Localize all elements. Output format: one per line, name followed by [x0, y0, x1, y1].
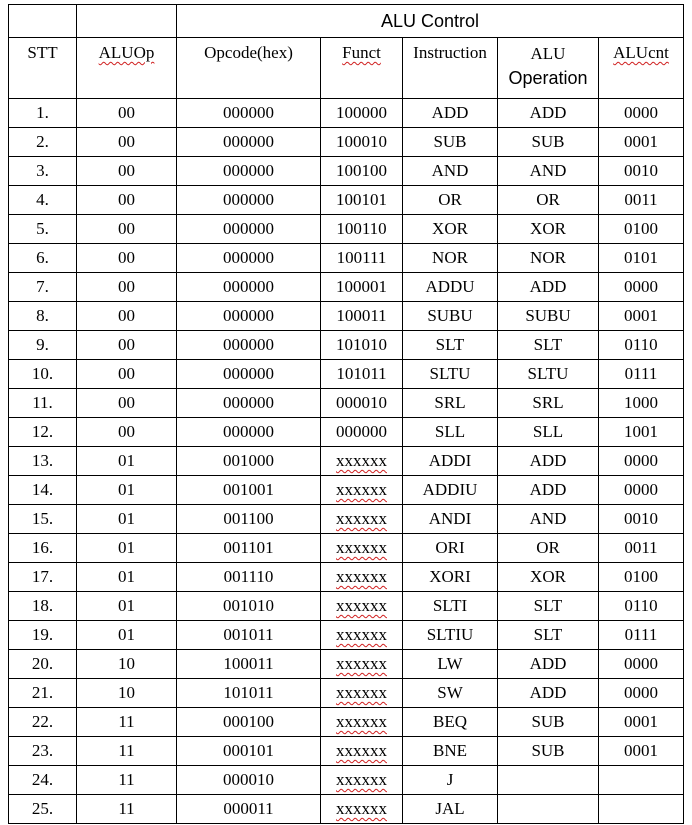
cell-funct	[321, 476, 403, 505]
cell-alu-operation: ADD	[498, 476, 599, 505]
cell-funct: 100010	[321, 128, 403, 157]
cell-instruction: ANDI	[403, 505, 498, 534]
cell-funct: 100000	[321, 99, 403, 128]
cell-aluop: 01	[77, 505, 177, 534]
cell-opcode: 000011	[177, 795, 321, 824]
cell-instruction: ADDIU	[403, 476, 498, 505]
cell-aluop: 00	[77, 331, 177, 360]
cell-aluop: 11	[77, 766, 177, 795]
cell-alu-operation: AND	[498, 157, 599, 186]
cell-alucnt: 0010	[599, 157, 684, 186]
cell-stt: 21.	[9, 679, 77, 708]
cell-stt: 6.	[9, 244, 77, 273]
cell-alu-operation: ADD	[498, 273, 599, 302]
cell-opcode: 001100	[177, 505, 321, 534]
table-row	[9, 795, 684, 824]
header-stt: STT	[9, 38, 77, 99]
cell-opcode: 000000	[177, 418, 321, 447]
column-header-row	[9, 38, 684, 99]
cell-opcode: 001000	[177, 447, 321, 476]
cell-opcode: 000000	[177, 273, 321, 302]
cell-funct	[321, 621, 403, 650]
cell-opcode: 101011	[177, 679, 321, 708]
cell-alucnt: 0111	[599, 621, 684, 650]
cell-alu-operation: OR	[498, 186, 599, 215]
cell-stt: 17.	[9, 563, 77, 592]
cell-stt: 8.	[9, 302, 77, 331]
cell-instruction: SUB	[403, 128, 498, 157]
cell-funct: 100101	[321, 186, 403, 215]
cell-alu-operation: SLL	[498, 418, 599, 447]
cell-funct: 101010	[321, 331, 403, 360]
cell-funct	[321, 534, 403, 563]
header-alu-operation-line2: Operation	[508, 68, 588, 88]
cell-instruction: J	[403, 766, 498, 795]
header-alucnt-label: ALUcnt	[613, 43, 669, 62]
cell-funct: 100001	[321, 273, 403, 302]
cell-funct	[321, 592, 403, 621]
cell-stt: 12.	[9, 418, 77, 447]
cell-alucnt: 0011	[599, 534, 684, 563]
table-row	[9, 621, 684, 650]
cell-funct: 100110	[321, 215, 403, 244]
cell-alucnt	[599, 795, 684, 824]
cell-alu-operation: ADD	[498, 650, 599, 679]
funct-dont-care: xxxxxx	[336, 509, 387, 528]
table-row	[9, 389, 684, 418]
cell-instruction: OR	[403, 186, 498, 215]
cell-aluop: 00	[77, 215, 177, 244]
cell-alu-operation: ADD	[498, 679, 599, 708]
cell-stt: 24.	[9, 766, 77, 795]
cell-alucnt: 1000	[599, 389, 684, 418]
cell-aluop: 00	[77, 186, 177, 215]
cell-opcode: 000000	[177, 128, 321, 157]
cell-funct	[321, 795, 403, 824]
cell-aluop: 01	[77, 476, 177, 505]
table-row	[9, 737, 684, 766]
cell-opcode: 000000	[177, 157, 321, 186]
table-row	[9, 534, 684, 563]
cell-alucnt: 0010	[599, 505, 684, 534]
table-row	[9, 186, 684, 215]
cell-funct: 100111	[321, 244, 403, 273]
alu-control-group-header: ALU Control	[177, 5, 684, 38]
table-row	[9, 99, 684, 128]
cell-funct: 101011	[321, 360, 403, 389]
cell-stt: 15.	[9, 505, 77, 534]
cell-funct	[321, 737, 403, 766]
cell-aluop: 00	[77, 273, 177, 302]
header-instruction: Instruction	[403, 38, 498, 99]
table-row	[9, 418, 684, 447]
cell-instruction: LW	[403, 650, 498, 679]
cell-aluop: 11	[77, 737, 177, 766]
cell-instruction: JAL	[403, 795, 498, 824]
table-row	[9, 128, 684, 157]
cell-instruction: ADDI	[403, 447, 498, 476]
cell-alu-operation: NOR	[498, 244, 599, 273]
funct-dont-care: xxxxxx	[336, 480, 387, 499]
header-alu-operation	[498, 38, 599, 99]
cell-instruction: ADDU	[403, 273, 498, 302]
cell-alucnt: 0111	[599, 360, 684, 389]
cell-alu-operation: SUB	[498, 737, 599, 766]
cell-stt: 22.	[9, 708, 77, 737]
cell-opcode: 100011	[177, 650, 321, 679]
cell-stt: 19.	[9, 621, 77, 650]
cell-aluop: 01	[77, 563, 177, 592]
cell-aluop: 11	[77, 708, 177, 737]
cell-funct: 100100	[321, 157, 403, 186]
cell-stt: 23.	[9, 737, 77, 766]
cell-aluop: 10	[77, 650, 177, 679]
cell-alu-operation: SLT	[498, 621, 599, 650]
cell-alucnt	[599, 766, 684, 795]
cell-aluop: 01	[77, 592, 177, 621]
cell-alucnt: 0000	[599, 476, 684, 505]
cell-aluop: 10	[77, 679, 177, 708]
cell-aluop: 00	[77, 302, 177, 331]
funct-dont-care: xxxxxx	[336, 741, 387, 760]
cell-instruction: SLTU	[403, 360, 498, 389]
cell-funct	[321, 447, 403, 476]
cell-stt: 4.	[9, 186, 77, 215]
cell-opcode: 000000	[177, 389, 321, 418]
cell-alucnt: 0100	[599, 215, 684, 244]
header-alucnt	[599, 38, 684, 99]
cell-opcode: 000000	[177, 186, 321, 215]
table-row	[9, 592, 684, 621]
table-row	[9, 708, 684, 737]
funct-dont-care: xxxxxx	[336, 538, 387, 557]
table-row	[9, 679, 684, 708]
header-funct-label: Funct	[342, 43, 381, 62]
cell-instruction: XORI	[403, 563, 498, 592]
cell-opcode: 001001	[177, 476, 321, 505]
table-row	[9, 273, 684, 302]
cell-funct: 000010	[321, 389, 403, 418]
cell-stt: 7.	[9, 273, 77, 302]
cell-instruction: BNE	[403, 737, 498, 766]
cell-stt: 9.	[9, 331, 77, 360]
cell-aluop: 01	[77, 447, 177, 476]
funct-dont-care: xxxxxx	[336, 712, 387, 731]
cell-stt: 11.	[9, 389, 77, 418]
cell-instruction: SLTIU	[403, 621, 498, 650]
cell-alucnt: 0001	[599, 708, 684, 737]
cell-alucnt: 0001	[599, 128, 684, 157]
table-row	[9, 476, 684, 505]
cell-stt: 25.	[9, 795, 77, 824]
table-row	[9, 766, 684, 795]
funct-dont-care: xxxxxx	[336, 683, 387, 702]
cell-alucnt: 0001	[599, 737, 684, 766]
cell-funct	[321, 679, 403, 708]
cell-alu-operation: ADD	[498, 447, 599, 476]
cell-opcode: 000000	[177, 99, 321, 128]
cell-alu-operation: OR	[498, 534, 599, 563]
cell-instruction: ADD	[403, 99, 498, 128]
cell-instruction: SRL	[403, 389, 498, 418]
cell-alucnt: 0110	[599, 331, 684, 360]
cell-aluop: 11	[77, 795, 177, 824]
cell-instruction: BEQ	[403, 708, 498, 737]
cell-aluop: 00	[77, 128, 177, 157]
cell-aluop: 01	[77, 621, 177, 650]
cell-opcode: 001101	[177, 534, 321, 563]
cell-alu-operation: SLTU	[498, 360, 599, 389]
cell-instruction: SUBU	[403, 302, 498, 331]
cell-alu-operation	[498, 795, 599, 824]
cell-alu-operation: ADD	[498, 99, 599, 128]
cell-alu-operation	[498, 766, 599, 795]
blank-header-cell	[77, 5, 177, 38]
alu-control-table	[8, 4, 684, 824]
table-row	[9, 331, 684, 360]
table-row	[9, 215, 684, 244]
cell-opcode: 000000	[177, 244, 321, 273]
cell-funct	[321, 766, 403, 795]
cell-alucnt: 0110	[599, 592, 684, 621]
cell-stt: 20.	[9, 650, 77, 679]
table-row	[9, 650, 684, 679]
table-row	[9, 302, 684, 331]
cell-alu-operation: SUB	[498, 708, 599, 737]
cell-instruction: NOR	[403, 244, 498, 273]
cell-stt: 16.	[9, 534, 77, 563]
cell-opcode: 000000	[177, 302, 321, 331]
cell-funct: 100011	[321, 302, 403, 331]
cell-aluop: 00	[77, 418, 177, 447]
cell-funct	[321, 708, 403, 737]
cell-funct	[321, 650, 403, 679]
header-opcode: Opcode(hex)	[177, 38, 321, 99]
cell-funct: 000000	[321, 418, 403, 447]
cell-stt: 3.	[9, 157, 77, 186]
cell-alu-operation: SRL	[498, 389, 599, 418]
cell-opcode: 000100	[177, 708, 321, 737]
header-funct	[321, 38, 403, 99]
cell-stt: 5.	[9, 215, 77, 244]
table-row	[9, 447, 684, 476]
header-aluop	[77, 38, 177, 99]
cell-alucnt: 0101	[599, 244, 684, 273]
cell-alucnt: 0000	[599, 650, 684, 679]
cell-funct	[321, 563, 403, 592]
cell-stt: 18.	[9, 592, 77, 621]
cell-alucnt: 0000	[599, 447, 684, 476]
cell-opcode: 001010	[177, 592, 321, 621]
cell-opcode: 000000	[177, 331, 321, 360]
cell-opcode: 001011	[177, 621, 321, 650]
cell-instruction: SW	[403, 679, 498, 708]
cell-aluop: 00	[77, 244, 177, 273]
blank-header-cell	[9, 5, 77, 38]
cell-funct	[321, 505, 403, 534]
cell-alucnt: 0011	[599, 186, 684, 215]
cell-alu-operation: XOR	[498, 563, 599, 592]
cell-opcode: 000000	[177, 360, 321, 389]
cell-stt: 10.	[9, 360, 77, 389]
cell-aluop: 01	[77, 534, 177, 563]
cell-instruction: SLL	[403, 418, 498, 447]
group-header-row	[9, 5, 684, 38]
table-row	[9, 157, 684, 186]
cell-alucnt: 0100	[599, 563, 684, 592]
funct-dont-care: xxxxxx	[336, 451, 387, 470]
cell-alucnt: 0000	[599, 99, 684, 128]
cell-opcode: 000010	[177, 766, 321, 795]
cell-stt: 1.	[9, 99, 77, 128]
cell-stt: 14.	[9, 476, 77, 505]
funct-dont-care: xxxxxx	[336, 799, 387, 818]
table-row	[9, 563, 684, 592]
cell-instruction: ORI	[403, 534, 498, 563]
cell-alucnt: 0001	[599, 302, 684, 331]
header-alu-operation-line1: ALU	[530, 44, 566, 63]
cell-alu-operation: SLT	[498, 592, 599, 621]
cell-alu-operation: SUBU	[498, 302, 599, 331]
table-row	[9, 505, 684, 534]
cell-alu-operation: SUB	[498, 128, 599, 157]
cell-instruction: AND	[403, 157, 498, 186]
funct-dont-care: xxxxxx	[336, 770, 387, 789]
cell-stt: 13.	[9, 447, 77, 476]
cell-instruction: XOR	[403, 215, 498, 244]
cell-alucnt: 0000	[599, 679, 684, 708]
funct-dont-care: xxxxxx	[336, 567, 387, 586]
cell-opcode: 001110	[177, 563, 321, 592]
cell-alu-operation: AND	[498, 505, 599, 534]
header-aluop-label: ALUOp	[98, 43, 155, 62]
cell-alucnt: 0000	[599, 273, 684, 302]
cell-opcode: 000000	[177, 215, 321, 244]
cell-instruction: SLTI	[403, 592, 498, 621]
funct-dont-care: xxxxxx	[336, 654, 387, 673]
cell-opcode: 000101	[177, 737, 321, 766]
table-row	[9, 360, 684, 389]
cell-alucnt: 1001	[599, 418, 684, 447]
cell-alu-operation: SLT	[498, 331, 599, 360]
cell-aluop: 00	[77, 157, 177, 186]
cell-alu-operation: XOR	[498, 215, 599, 244]
cell-aluop: 00	[77, 389, 177, 418]
funct-dont-care: xxxxxx	[336, 625, 387, 644]
funct-dont-care: xxxxxx	[336, 596, 387, 615]
table-row	[9, 244, 684, 273]
cell-aluop: 00	[77, 99, 177, 128]
cell-stt: 2.	[9, 128, 77, 157]
cell-instruction: SLT	[403, 331, 498, 360]
cell-aluop: 00	[77, 360, 177, 389]
